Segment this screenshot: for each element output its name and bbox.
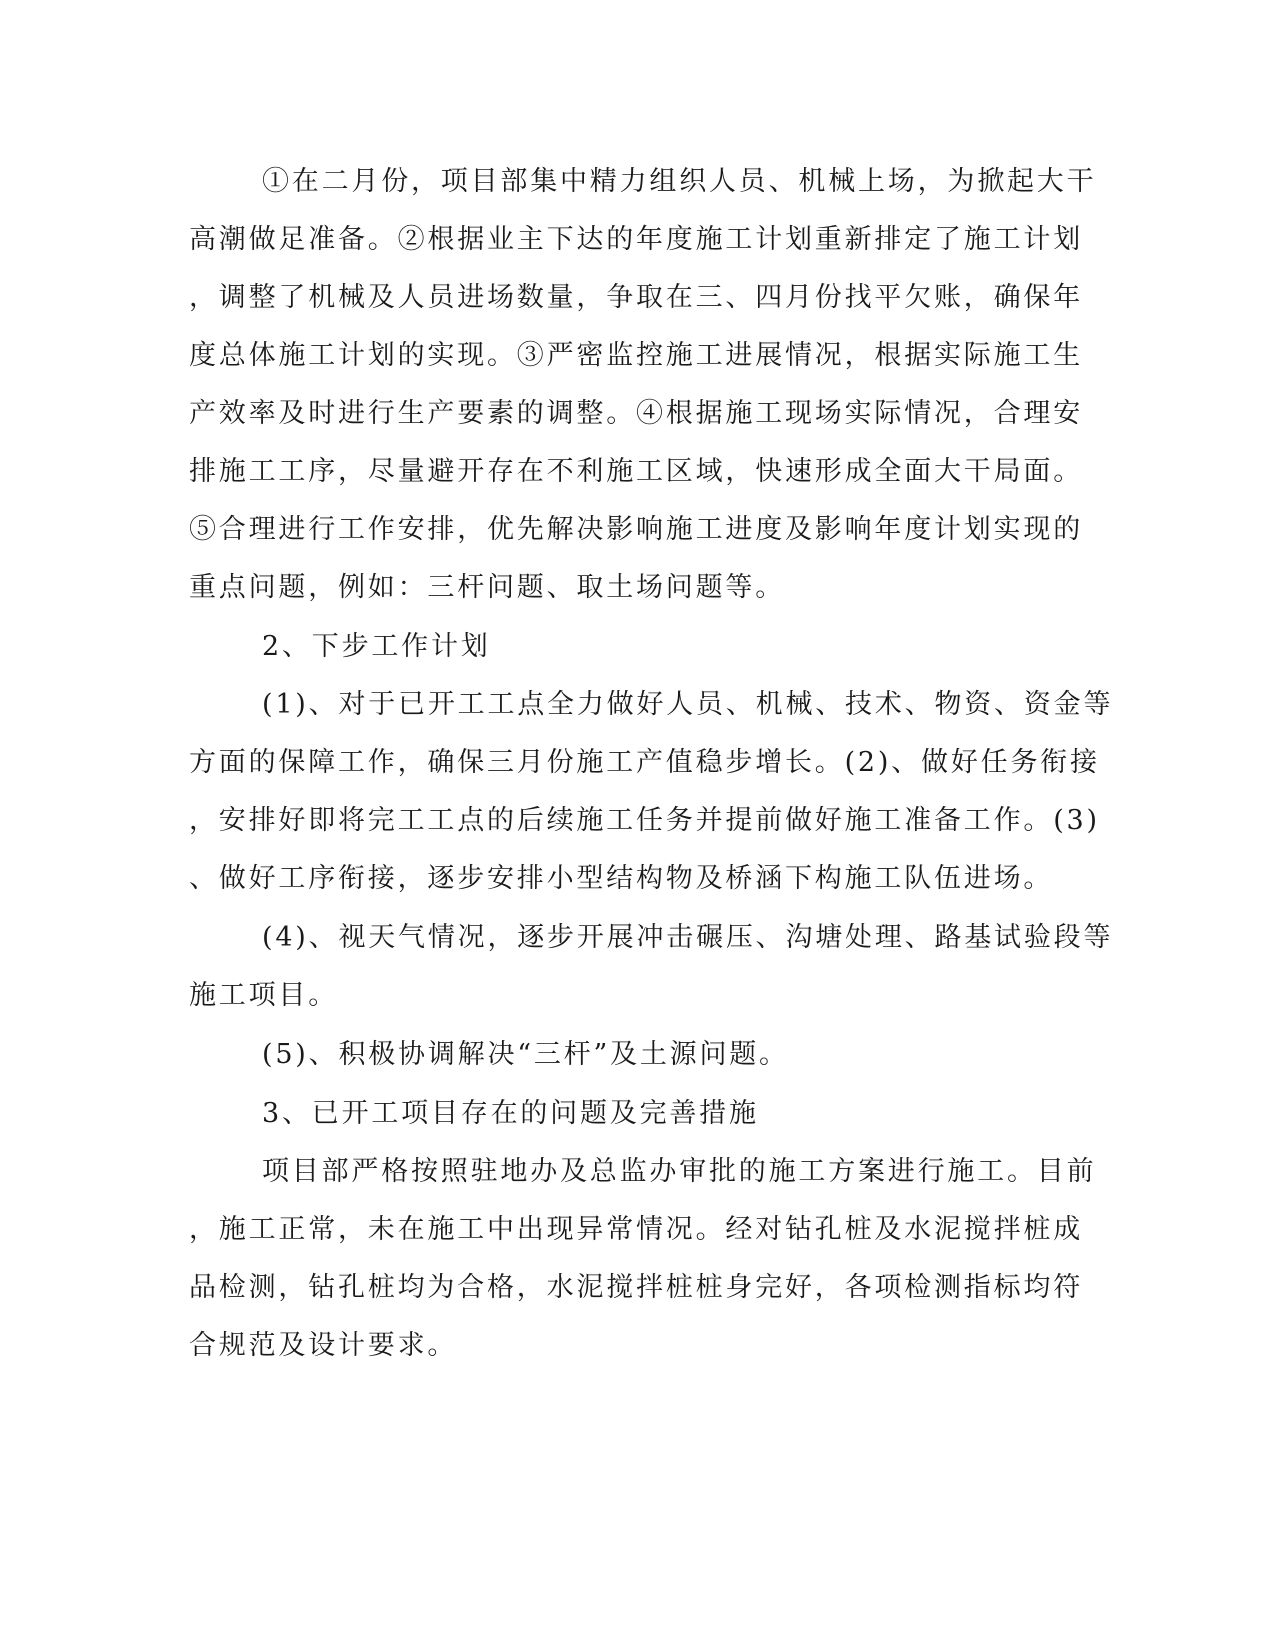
text-line: 重点问题，例如：三杆问题、取土场问题等。	[189, 572, 785, 603]
text-line: 施工项目。	[189, 980, 338, 1011]
text-line: ⑤合理进行工作安排，优先解决影响施工进度及影响年度计划实现的	[189, 514, 1083, 545]
text-line: 品检测，钻孔桩均为合格，水泥搅拌桩桩身完好，各项检测指标均符	[189, 1272, 1083, 1303]
text-line: ，施工正常，未在施工中出现异常情况。经对钻孔桩及水泥搅拌桩成	[189, 1214, 1083, 1245]
text-line: (5)、积极协调解决“三杆”及土源问题。	[262, 1039, 789, 1070]
text-line: ，安排好即将完工工点的后续施工任务并提前做好施工准备工作。(3)	[189, 805, 1100, 836]
text-line: 项目部严格按照驻地办及总监办审批的施工方案进行施工。目前	[262, 1156, 1097, 1187]
text-line: ①在二月份，项目部集中精力组织人员、机械上场，为掀起大干	[262, 166, 1097, 197]
section-heading: 3、已开工项目存在的问题及完善措施	[262, 1098, 759, 1129]
text-line: (4)、视天气情况，逐步开展冲击碾压、沟塘处理、路基试验段等	[262, 922, 1114, 953]
section-heading: 2、下步工作计划	[262, 631, 491, 662]
text-line: 合规范及设计要求。	[189, 1330, 458, 1361]
text-line: 排施工工序，尽量避开存在不利施工区域，快速形成全面大干局面。	[189, 456, 1083, 487]
text-line: ，调整了机械及人员进场数量，争取在三、四月份找平欠账，确保年	[189, 282, 1083, 313]
text-line: 高潮做足准备。②根据业主下达的年度施工计划重新排定了施工计划	[189, 224, 1083, 255]
text-line: 产效率及时进行生产要素的调整。④根据施工现场实际情况，合理安	[189, 398, 1083, 429]
text-line: 度总体施工计划的实现。③严密监控施工进展情况，根据实际施工生	[189, 340, 1083, 371]
text-line: 、做好工序衔接，逐步安排小型结构物及桥涵下构施工队伍进场。	[189, 863, 1054, 894]
text-line: (1)、对于已开工工点全力做好人员、机械、技术、物资、资金等	[262, 689, 1114, 720]
text-line: 方面的保障工作，确保三月份施工产值稳步增长。(2)、做好任务衔接	[189, 747, 1100, 778]
